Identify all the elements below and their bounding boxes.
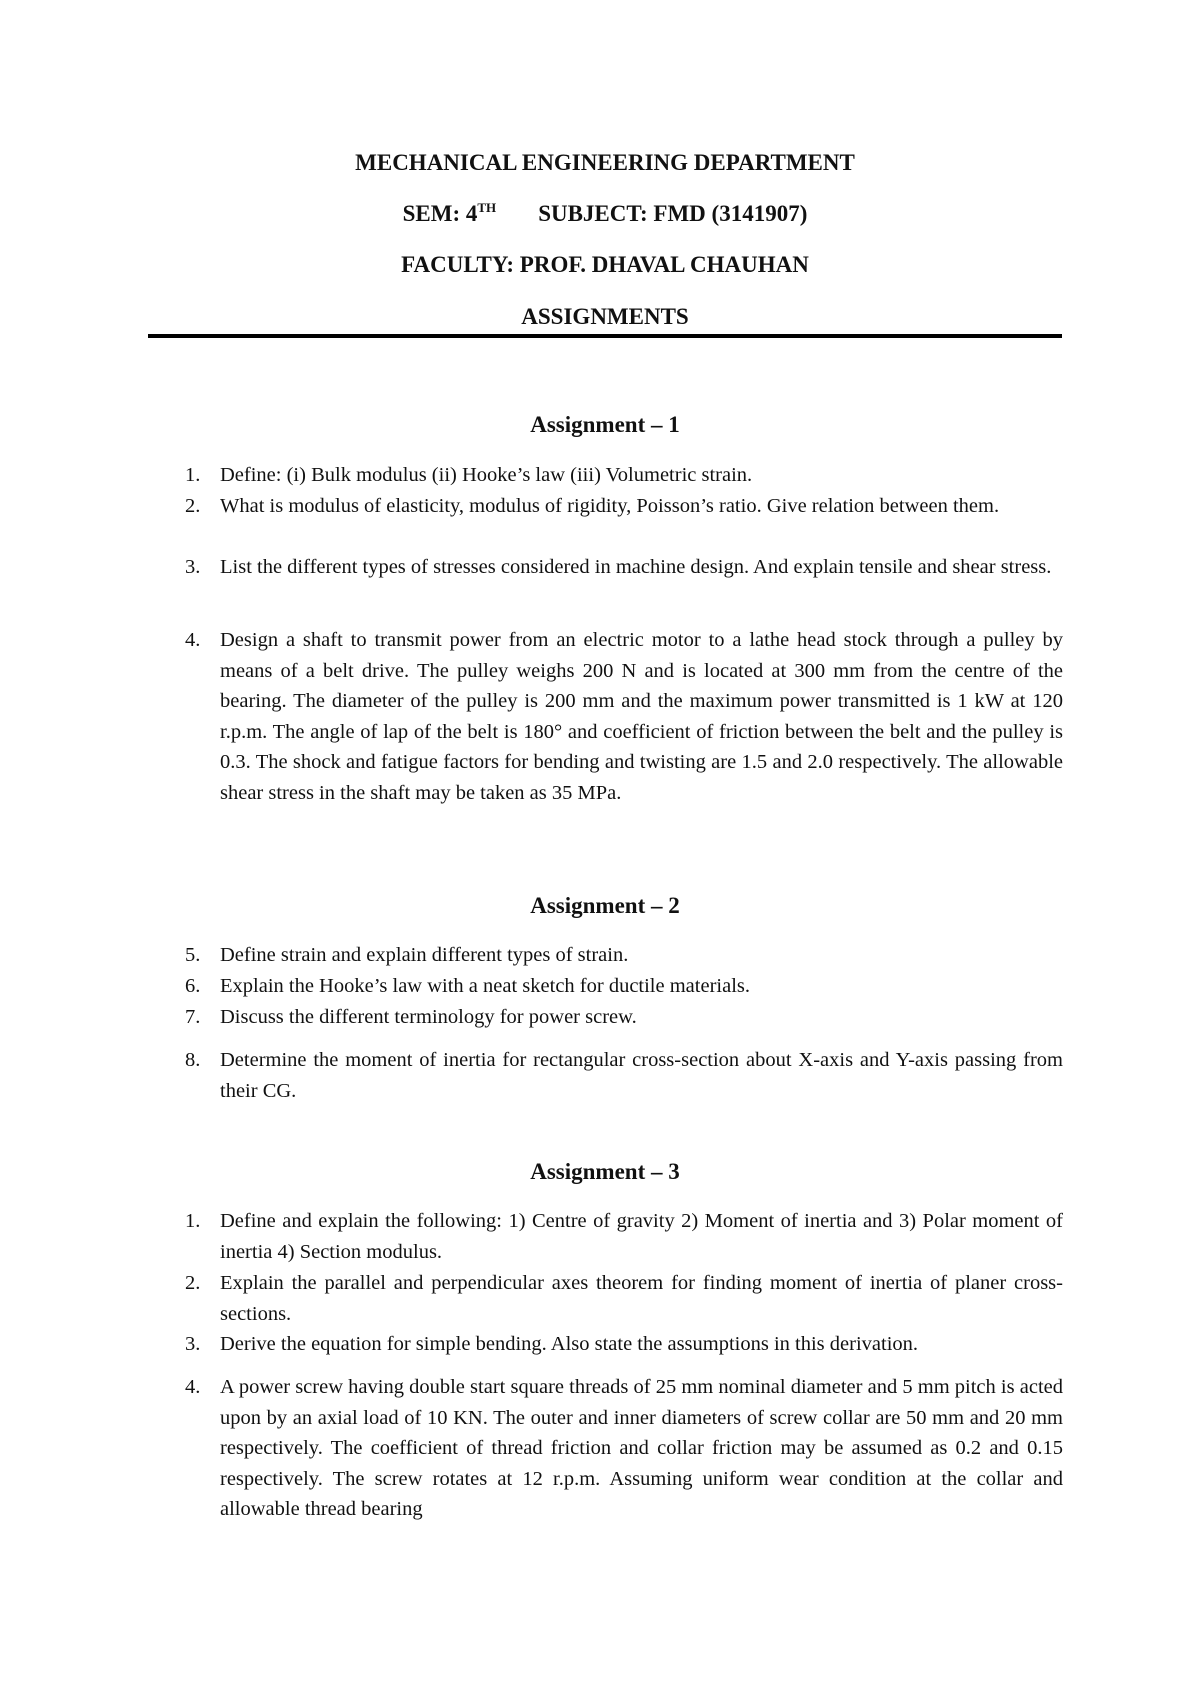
- item-text: Explain the parallel and perpendicular axes theorem for finding moment of inertia of planer cross-sections.: [220, 1272, 1063, 1325]
- faculty-line: FACULTY: PROF. DHAVAL CHAUHAN: [401, 252, 809, 277]
- header-divider: [148, 334, 1062, 338]
- list-item: [185, 1268, 1063, 1329]
- item-text: Explain the Hooke’s law with a neat sketch for ductile materials.: [220, 975, 750, 997]
- item-number: 5.: [185, 944, 201, 966]
- item-text: List the different types of stresses considered in machine design. And explain tensile and shear stress.: [220, 556, 1052, 578]
- item-text: Define strain and explain different types of strain.: [220, 944, 629, 966]
- item-text: Derive the equation for simple bending. Also state the assumptions in this derivation.: [220, 1333, 919, 1355]
- assignment-1-title: Assignment – 1: [530, 412, 680, 437]
- item-number: 4.: [185, 629, 201, 651]
- list-item: [185, 625, 1063, 808]
- item-number: 6.: [185, 975, 201, 997]
- item-number: 4.: [185, 1376, 201, 1398]
- item-number: 7.: [185, 1006, 201, 1028]
- item-number: 1.: [185, 1210, 201, 1232]
- semester-superscript: TH: [477, 200, 497, 215]
- item-text: Define and explain the following: 1) Centre of gravity 2) Moment of inertia and 3) Polar moment of inertia 4) Section modulus.: [220, 1210, 1063, 1263]
- list-item: [185, 491, 1063, 522]
- list-item: [185, 460, 1063, 491]
- assignment-2-title: Assignment – 2: [530, 893, 680, 918]
- list-item: [185, 1045, 1063, 1106]
- item-text: Define: (i) Bulk modulus (ii) Hooke’s law (iii) Volumetric strain.: [220, 464, 753, 486]
- item-text: A power screw having double start square threads of 25 mm nominal diameter and 5 mm pitch is acted upon by an axial load of 10 KN. The outer and inner diameters of screw collar are 50 mm and 20 mm respectively. The coefficient of thread friction and collar friction may be assumed as 0.2 and 0.15 respectively. The screw rotates at 12 r.p.m. Assuming uniform wear condition at the collar and allowable thread bearing: [220, 1376, 1063, 1520]
- list-item: [185, 940, 1063, 971]
- item-number: 1.: [185, 464, 201, 486]
- list-item: [185, 1002, 1063, 1033]
- item-text: Design a shaft to transmit power from an electric motor to a lathe head stock through a pulley by means of a belt drive. The pulley weighs 200 N and is located at 300 mm from the centre of the bearing. The diameter of the pulley is 200 mm and the maximum power transmitted is 1 kW at 120 r.p.m. The angle of lap of the belt is 180° and coefficient of friction between the belt and the pulley is 0.3. The shock and fatigue factors for bending and twisting are 1.5 and 2.0 respectively. The allowable shear stress in the shaft may be taken as 35 MPa.: [220, 629, 1063, 804]
- list-item: [185, 971, 1063, 1002]
- item-number: 2.: [185, 495, 201, 517]
- assignment-3-title: Assignment – 3: [530, 1159, 680, 1184]
- semester-subject-line: [148, 199, 1062, 229]
- semester-label: SEM: 4: [402, 201, 478, 226]
- subject-label: SUBJECT: FMD (3141907): [538, 201, 808, 226]
- department-heading: MECHANICAL ENGINEERING DEPARTMENT: [355, 150, 855, 175]
- item-number: 2.: [185, 1272, 201, 1294]
- page-title: ASSIGNMENTS: [521, 304, 689, 329]
- list-item: [185, 552, 1063, 583]
- list-item: [185, 1372, 1063, 1525]
- item-number: 3.: [185, 556, 201, 578]
- list-item: [185, 1329, 1063, 1360]
- item-text: What is modulus of elasticity, modulus of rigidity, Poisson’s ratio. Give relation between them.: [220, 495, 1000, 517]
- list-item: [185, 1206, 1063, 1267]
- item-number: 8.: [185, 1049, 201, 1071]
- item-text: Determine the moment of inertia for rectangular cross-section about X-axis and Y-axis passing from their CG.: [220, 1049, 1063, 1102]
- item-text: Discuss the different terminology for power screw.: [220, 1006, 637, 1028]
- item-number: 3.: [185, 1333, 201, 1355]
